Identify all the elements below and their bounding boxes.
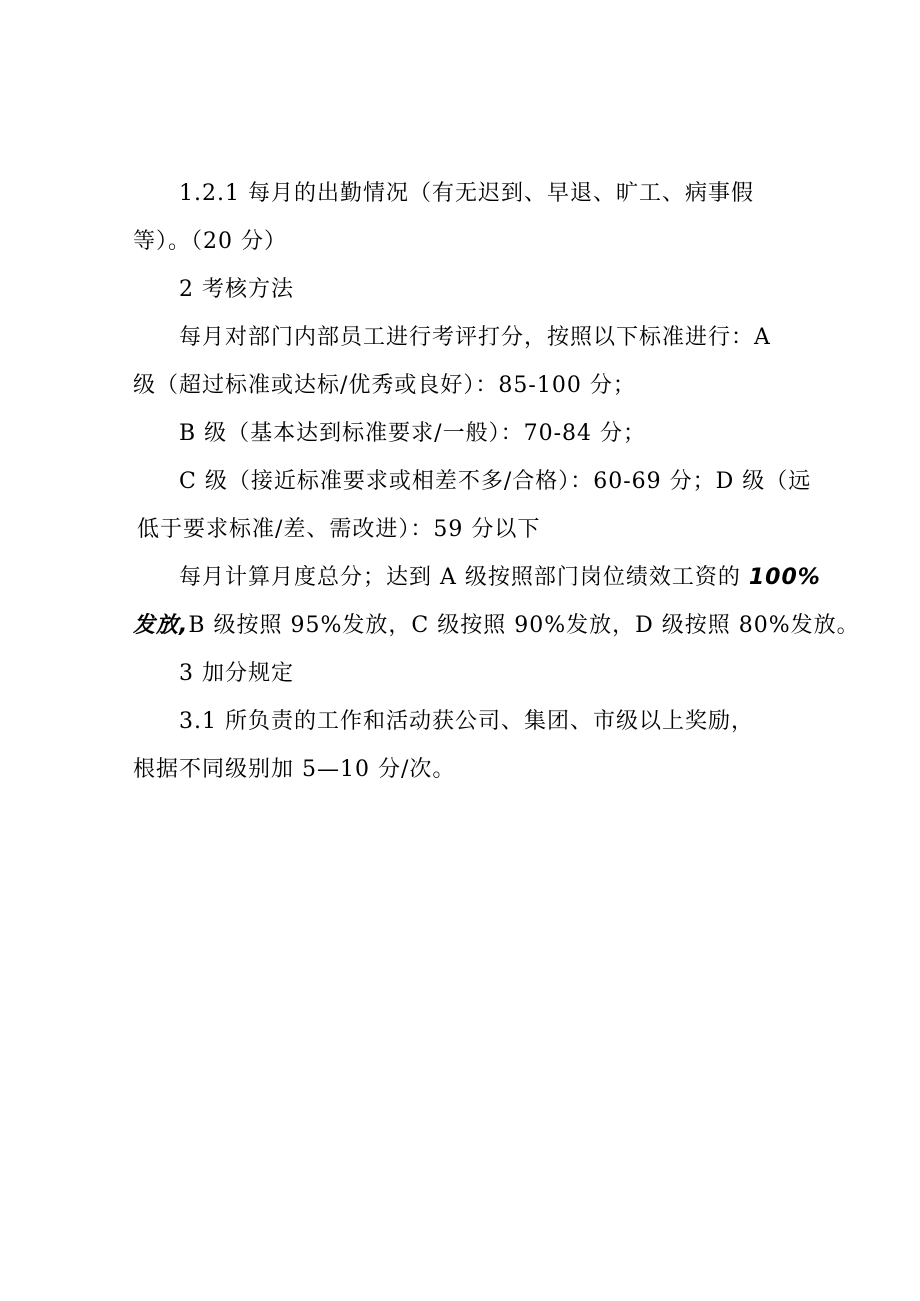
- paragraph-monthly-score: [133, 554, 860, 650]
- paragraph-line: 低于要求标准/差、需改进）：59 分以下: [137, 517, 541, 542]
- text-run: B 级按照 95%发放，C 级按照 90%发放，D 级按照 80%发放。: [188, 613, 860, 638]
- paragraph-line: 每月对部门内部员工进行考评打分，按照以下标准进行：A: [179, 325, 771, 350]
- paragraph-line: B 级（基本达到标准要求/一般）：70-84 分；: [179, 421, 646, 446]
- paragraph-line: 1.2.1 每月的出勤情况（有无迟到、早退、旷工、病事假: [179, 181, 754, 206]
- paragraph-line: 根据不同级别加 5—10 分/次。: [133, 757, 456, 782]
- paragraph-line: 3.1 所负责的工作和活动获公司、集团、市级以上奖励，: [179, 709, 754, 734]
- paragraph-line: [133, 602, 860, 650]
- paragraph-grade-c-d: [133, 458, 813, 554]
- heading-text: 2 考核方法: [179, 277, 294, 302]
- heading-assessment-method: [133, 266, 813, 314]
- paragraph-line: 等）。（20 分）: [133, 229, 287, 254]
- paragraph-line: [133, 554, 821, 602]
- emphasis-text: 100%: [748, 565, 821, 590]
- paragraph-grade-b: [133, 410, 813, 458]
- heading-bonus-rules: [133, 650, 813, 698]
- paragraph-line: C 级（接近标准要求或相差不多/合格）：60-69 分；D 级（远: [179, 469, 812, 494]
- paragraph-bonus-award: [133, 698, 813, 794]
- text-run: 每月计算月度总分；达到 A 级按照部门岗位绩效工资的: [179, 565, 749, 590]
- emphasis-text: 发放,: [133, 613, 189, 638]
- paragraph-line: 级（超过标准或达标/优秀或良好）：85-100 分；: [133, 373, 636, 398]
- heading-text: 3 加分规定: [179, 661, 294, 686]
- paragraph-grade-a: [133, 314, 813, 410]
- paragraph-attendance: [133, 170, 813, 266]
